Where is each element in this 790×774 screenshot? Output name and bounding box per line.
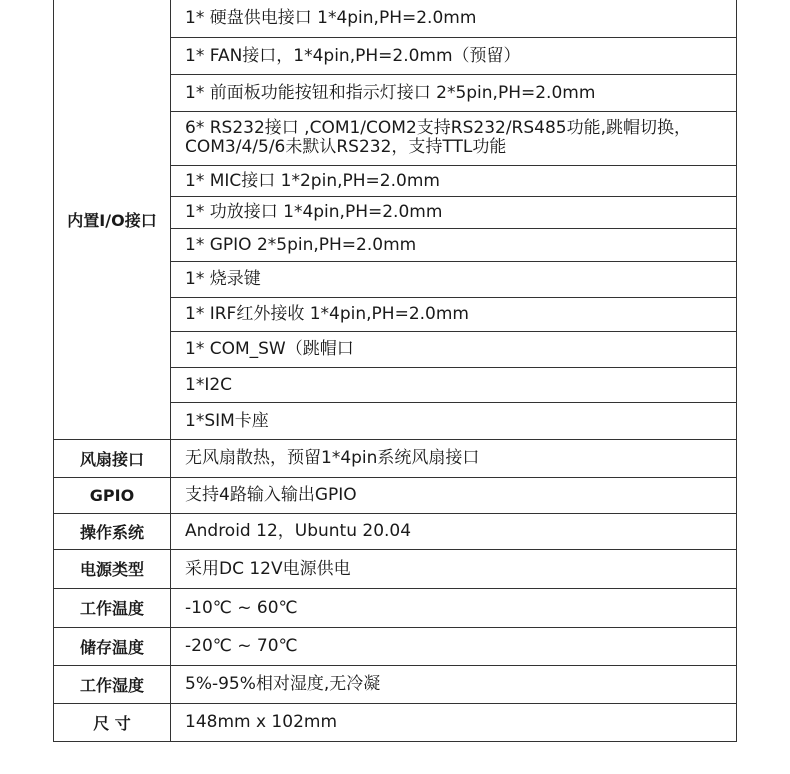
table-row <box>54 0 737 37</box>
spec-label: 风扇接口 <box>54 439 171 477</box>
io-item: 1* COM_SW（跳帽口 <box>171 331 737 367</box>
io-item: 1* 前面板功能按钮和指示灯接口 2*5pin,PH=2.0mm <box>171 74 737 111</box>
table-row <box>54 439 737 477</box>
spec-table <box>53 0 737 742</box>
io-item: 1* 功放接口 1*4pin,PH=2.0mm <box>171 196 737 228</box>
spec-label: 工作温度 <box>54 588 171 627</box>
spec-value: -10℃ ~ 60℃ <box>171 588 737 627</box>
table-row <box>54 588 737 627</box>
spec-value: 148mm x 102mm <box>171 703 737 741</box>
io-item: 1* 硬盘供电接口 1*4pin,PH=2.0mm <box>171 0 737 37</box>
io-item: 1* FAN接口，1*4pin,PH=2.0mm（预留） <box>171 37 737 74</box>
io-item-line: COM3/4/5/6未默认RS232，支持TTL功能 <box>185 137 507 157</box>
io-item-line: 6* RS232接口 ,COM1/COM2支持RS232/RS485功能,跳帽切换， <box>185 118 692 138</box>
spec-label: 尺 寸 <box>54 703 171 741</box>
spec-value: 支持4路输入输出GPIO <box>171 477 737 513</box>
io-item: 1*SIM卡座 <box>171 402 737 439</box>
spec-label: 电源类型 <box>54 549 171 588</box>
spec-label: 储存温度 <box>54 627 171 665</box>
table-row <box>54 513 737 549</box>
spec-value: Android 12，Ubuntu 20.04 <box>171 513 737 549</box>
table-row <box>54 627 737 665</box>
table-row <box>54 665 737 703</box>
spec-value: -20℃ ~ 70℃ <box>171 627 737 665</box>
spec-label: 操作系统 <box>54 513 171 549</box>
table-row <box>54 549 737 588</box>
io-section-label: 内置I/O接口 <box>54 0 171 439</box>
spec-value: 采用DC 12V电源供电 <box>171 549 737 588</box>
io-item: 1* IRF红外接收 1*4pin,PH=2.0mm <box>171 297 737 331</box>
io-item: 1* MIC接口 1*2pin,PH=2.0mm <box>171 165 737 196</box>
spec-value: 5%-95%相对湿度,无冷凝 <box>171 665 737 703</box>
spec-label: 工作湿度 <box>54 665 171 703</box>
spec-label: GPIO <box>54 477 171 513</box>
table-row <box>54 703 737 741</box>
io-item: 1* GPIO 2*5pin,PH=2.0mm <box>171 228 737 261</box>
io-item-multiline <box>171 111 737 165</box>
io-item: 1* 烧录键 <box>171 261 737 297</box>
io-item: 1*I2C <box>171 367 737 402</box>
table-row <box>54 477 737 513</box>
spec-value: 无风扇散热，预留1*4pin系统风扇接口 <box>171 439 737 477</box>
